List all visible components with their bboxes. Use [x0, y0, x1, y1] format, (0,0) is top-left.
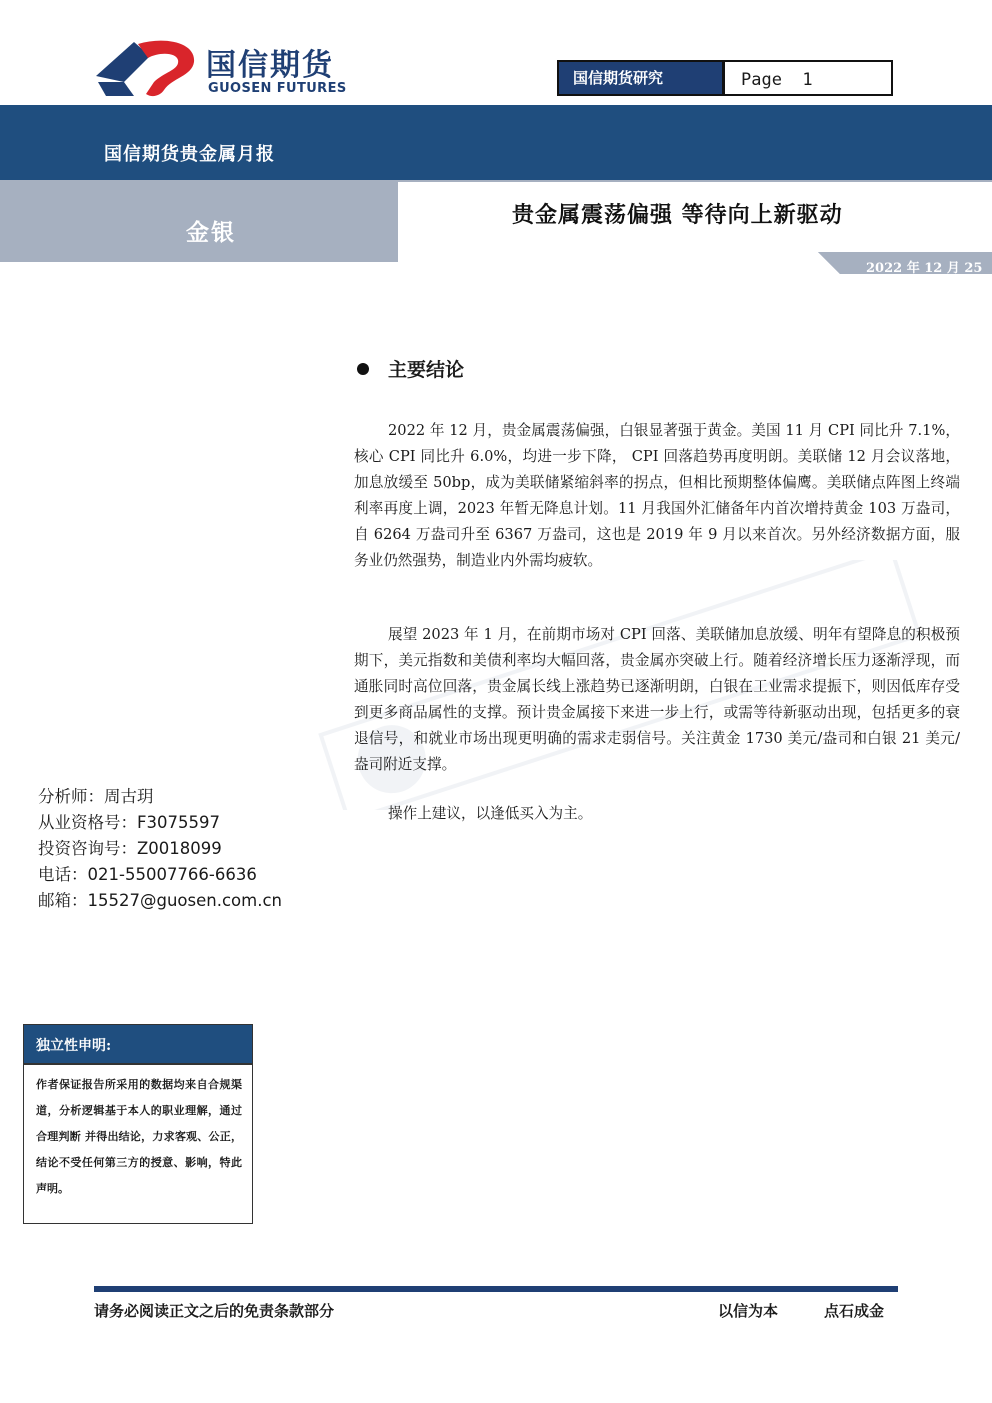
- bullet-icon: [357, 363, 369, 375]
- page-number: Page 1: [741, 70, 813, 90]
- independence-declaration: [23, 1024, 253, 1224]
- conclusion-paragraph-1: 2022 年 12 月，贵金属震荡偏强，白银显著强于黄金。美国 11 月 CPI 同比升 7.1%，核心 CPI 同比升 6.0%，均进一步下降， CPI 回落趋势再度明朗。美联储 12 月会议落地，加息放缓至 50bp，成为美联储紧缩斜率的拐点，但相比预期整体偏鹰。美联储点阵图上终端利率再度上调，2023 年暂无降息计划。11 月我国外汇储备年内首次增持黄金 103 万盎司，自 6264 万盎司升至 6367 万盎司，这也是 2019 年 9 月以来首次。另外经济数据方面，服务业仍然强势，制造业内外需均疲软。: [354, 422, 960, 570]
- brand-name-cn: 国信期货: [206, 48, 334, 83]
- date-band: [0, 252, 992, 274]
- declaration-title: 独立性申明:: [36, 1038, 112, 1054]
- section-band-line: [398, 180, 992, 182]
- report-headline: 贵金属震荡偏强 等待向上新驱动: [512, 202, 843, 228]
- report-title: 国信期货贵金属月报: [104, 144, 275, 165]
- conclusion-heading: 主要结论: [388, 359, 465, 381]
- declaration-header: [24, 1025, 252, 1065]
- analyst-name: 分析师：周古玥: [38, 787, 154, 806]
- footer-disclaimer-note: 请务必阅读正文之后的免责条款部分: [94, 1302, 335, 1320]
- analyst-email: 邮箱：15527@guosen.com.cn: [38, 891, 282, 910]
- analyst-qualification: 从业资格号：F3075597: [38, 813, 220, 832]
- footer-rule: [94, 1286, 898, 1292]
- brand-name-en: GUOSEN FUTURES: [208, 81, 347, 96]
- footer-slogan-2: 点石成金: [824, 1302, 885, 1320]
- analyst-phone: 电话：021-55007766-6636: [38, 865, 257, 884]
- conclusion-paragraph-2: 展望 2023 年 1 月，在前期市场对 CPI 回落、美联储加息放缓、明年有望降息的积极预期下，美元指数和美债利率均大幅回落，贵金属亦突破上行。随着经济增长压力逐渐浮现，而通胀同时高位回落，贵金属长线上涨趋势已逐渐明朗，白银在工业需求提振下，则因低库存受到更多商品属性的支撑。预计贵金属接下来进一步上行，或需等待新驱动出现，包括更多的衰退信号，和就业市场出现更明确的需求走弱信号。关注黄金 1730 美元/盎司和白银 21 美元/盎司附近支撑。: [354, 626, 960, 774]
- research-tag: 国信期货研究: [559, 62, 725, 94]
- analyst-consult-number: 投资咨询号：Z0018099: [38, 839, 222, 858]
- section-name: 金银: [186, 219, 236, 246]
- report-date: 2022 年 12 月 25 日: [866, 261, 983, 295]
- conclusion-paragraph-3: 操作上建议，以逢低买入为主。: [388, 805, 593, 822]
- declaration-body: 作者保证报告所采用的数据均来自合规渠道，分析逻辑基于本人的职业理解，通过合理判断 并得出结论，力求客观、公正，结论不受任何第三方的授意、影响，特此声明。: [36, 1078, 242, 1195]
- footer-slogan-1: 以信为本: [718, 1302, 779, 1320]
- guosen-logo-icon: [94, 38, 198, 100]
- header-box: [557, 60, 893, 96]
